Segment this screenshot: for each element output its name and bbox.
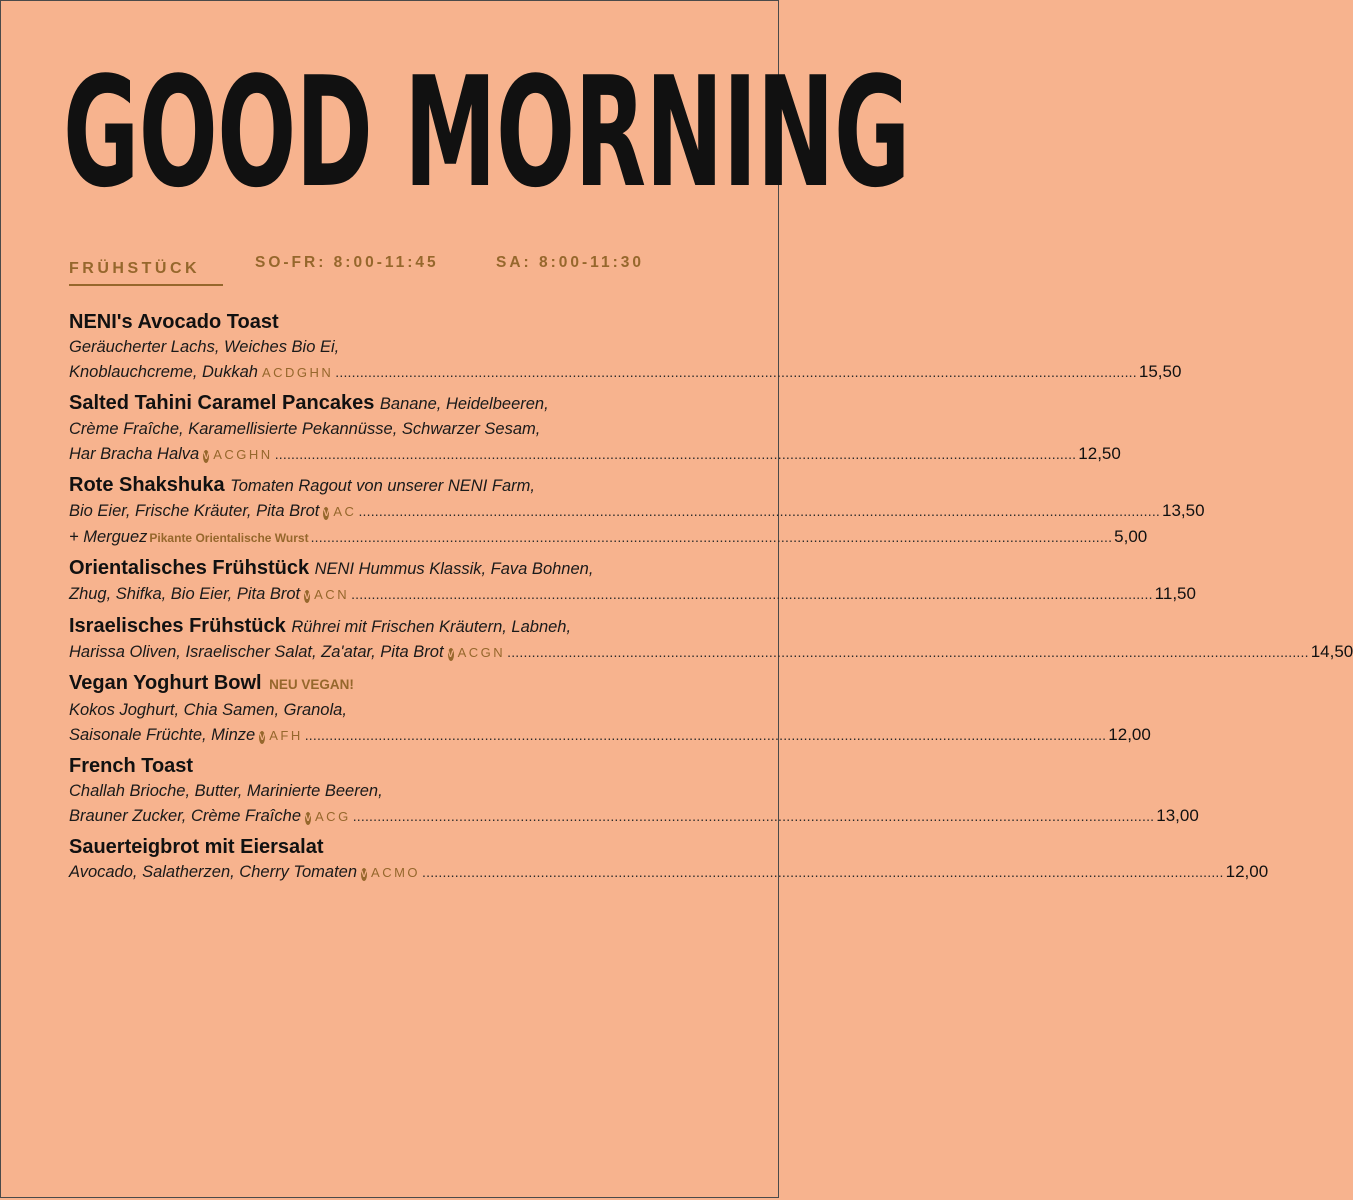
item-title: Rote Shakshuka [69,474,225,496]
extra-description: Pikante Orientalische Wurst [149,530,309,545]
item-title-row [69,613,712,640]
vegetarian-icon: V [304,591,311,601]
new-vegan-badge: NEU VEGAN! [269,677,354,692]
vegetarian-icon: V [203,450,210,461]
item-price-row [69,499,1205,525]
section-label: FRÜHSTÜCK [69,260,201,277]
item-price-row [69,360,1182,386]
extra-price: 5,00 [1114,526,1148,546]
allergen-codes: ACN [314,587,350,602]
vegetarian-icon: V [447,648,454,659]
item-price-row [69,640,1353,666]
item-description: Knoblauchcreme, Dukkah [69,362,258,381]
hours-saturday: SA: 8:00-11:30 [496,254,644,271]
item-description: Crème Fraîche, Karamellisierte Pekannüsse, Schwarzer Sesam, [69,420,541,438]
item-title: French Toast [69,755,194,777]
item-description: Brauner Zucker, Crème Fraîche [69,806,301,825]
page-title: GOOD MORNING [63,44,910,221]
item-description: Tomaten Ragout von unserer NENI Farm, [230,477,535,495]
item-title: NENI's Avocado Toast [69,311,279,333]
menu-item [69,613,1353,666]
dot-leader [507,640,1309,665]
item-description: Harissa Oliven, Israelischer Salat, Za'atar, Pita Brot [69,642,444,661]
vegetarian-icon: V [323,508,330,518]
item-title: Salted Tahini Caramel Pancakes [69,392,375,414]
menu-item [69,472,1205,550]
menu-item [69,670,1151,748]
menu-list [69,309,1353,891]
extra-label: + Merguez [69,527,148,546]
item-title: Israelisches Frühstück [69,614,286,637]
dot-leader [275,442,1077,467]
item-title-row [69,555,712,582]
item-title-row [69,390,712,417]
menu-item [69,834,1269,886]
allergen-codes: AFH [269,727,303,743]
dot-leader [335,360,1137,385]
item-description: Challah Brioche, Butter, Marinierte Beeren, [69,782,383,800]
item-description: Kokos Joghurt, Chia Samen, Granola, [69,701,347,719]
menu-item [69,390,1121,467]
hours-weekday: SO-FR: 8:00-11:45 [255,254,439,271]
item-description: NENI Hummus Klassik, Fava Bohnen, [314,560,594,578]
item-description: Geräucherter Lachs, Weiches Bio Ei, [69,338,340,356]
menu-item [69,753,1199,829]
item-price-row [69,804,1199,830]
item-extra-row [69,525,1148,551]
item-price: 15,50 [1138,361,1182,381]
allergen-codes: ACGN [457,644,506,660]
dot-leader [422,860,1224,885]
allergen-codes: AC [333,504,357,519]
dot-leader [311,525,1113,550]
item-title: Sauerteigbrot mit Eiersalat [69,836,324,858]
item-price: 11,50 [1154,584,1196,603]
item-price-row [69,582,1196,608]
item-title: Orientalisches Frühstück [69,557,310,579]
dot-leader [358,499,1160,524]
allergen-codes: ACMO [371,865,421,880]
item-description: Har Bracha Halva [69,444,200,463]
allergen-codes: ACGHN [213,446,273,462]
item-description: Banane, Heidelbeeren, [379,395,549,413]
item-description: Avocado, Salatherzen, Cherry Tomaten [69,863,358,881]
item-price: 13,00 [1156,805,1199,825]
allergen-codes: ACG [315,808,351,824]
vegetarian-icon: V [361,869,368,879]
item-price-row [69,442,1121,468]
item-price-row [69,723,1151,749]
dot-leader [353,804,1155,829]
dot-leader [351,582,1153,607]
item-price: 14,50 [1310,641,1353,661]
section-underline [69,284,223,286]
item-price: 12,00 [1108,724,1151,744]
item-price: 12,00 [1225,862,1269,881]
menu-item [69,309,1182,385]
item-description: Saisonale Früchte, Minze [69,725,256,744]
vegan-icon: V [259,731,266,742]
menu-item [69,555,1196,608]
allergen-codes: ACDGHN [261,364,334,380]
dot-leader [305,723,1107,748]
item-title: Vegan Yoghurt Bowl [69,672,262,694]
item-price: 12,50 [1078,443,1121,463]
vegetarian-icon: V [305,812,312,823]
item-price-row [69,860,1269,886]
item-description: Bio Eier, Frische Kräuter, Pita Brot [69,502,320,520]
item-title-row [69,670,712,698]
item-price: 13,50 [1162,501,1205,520]
item-description: Zhug, Shifka, Bio Eier, Pita Brot [69,585,301,603]
item-title-row [69,472,712,499]
item-description: Rührei mit Frischen Kräutern, Labneh, [291,617,572,636]
